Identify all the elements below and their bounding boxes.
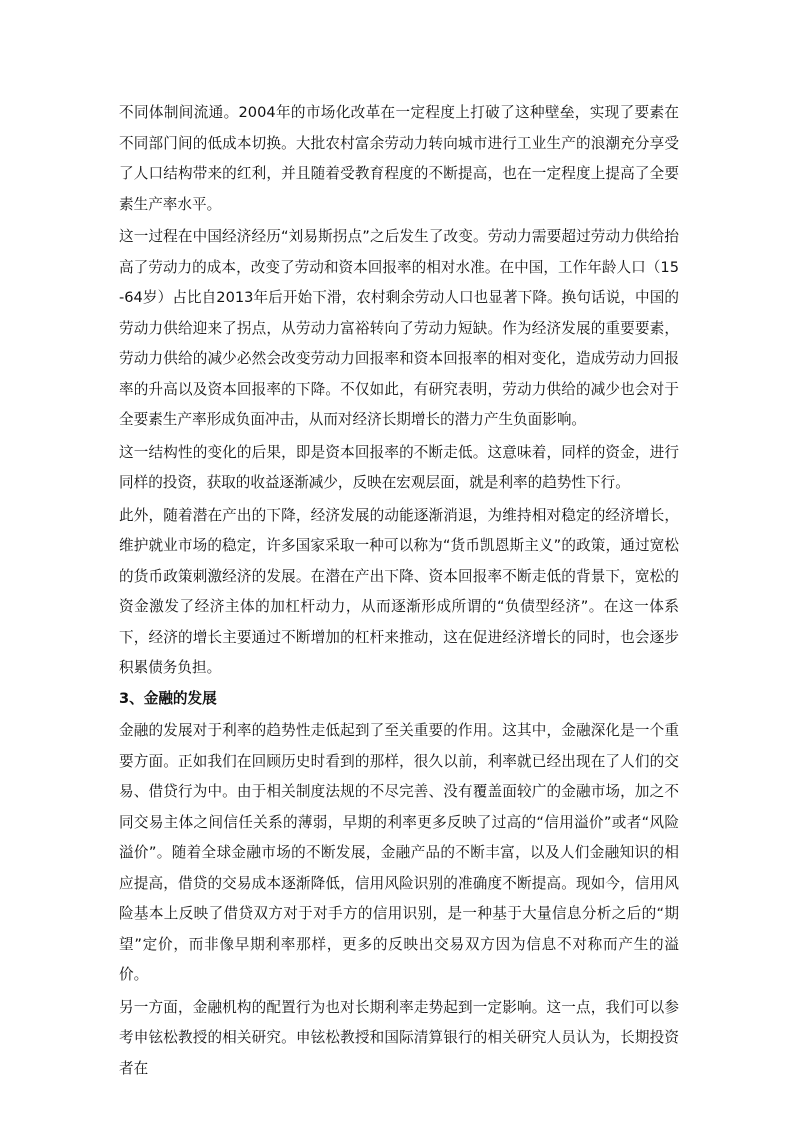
paragraph-4: 此外，随着潜在产出的下降，经济发展的动能逐渐消退，为维持相对稳定的经济增长，维护就业市场的稳定，许多国家采取一种可以称为“货币凯恩斯主义”的政策，通过宽松的货币政策刺激经济的发展。在潜在产出下降、资本回报率不断走低的背景下，宽松的资金激发了经济主体的加杠杆动力，从而逐渐形成所谓的“负债型经济”。在这一体系下，经济的增长主要通过不断增加的杠杆来推动，这在促进经济增长的同时，也会逐步积累债务负担。 (119, 506, 679, 676)
paragraph-2: 这一过程在中国经济经历“刘易斯拐点”之后发生了改变。劳动力需要超过劳动力供给抬高了劳动力的成本，改变了劳动和资本回报率的相对水准。在中国，工作年龄人口（15-64岁）占比自2013年后开始下滑，农村剩余劳动人口也显著下降。换句话说，中国的劳动力供给迎来了拐点，从劳动力富裕转向了劳动力短缺。作为经济发展的重要要素，劳动力供给的减少必然会改变劳动力回报率和资本回报率的相对变化，造成劳动力回报率的升高以及资本回报率的下降。不仅如此，有研究表明，劳动力供给的减少也会对于全要素生产率形成负面冲击，从而对经济长期增长的潜力产生负面影响。 (119, 228, 679, 428)
document-body (119, 98, 679, 1084)
paragraph-5: 金融的发展对于利率的趋势性走低起到了至关重要的作用。这其中，金融深化是一个重要方面。正如我们在回顾历史时看到的那样，很久以前，利率就已经出现在了人们的交易、借贷行为中。由于相关制度法规的不尽完善、没有覆盖面较广的金融市场，加之不同交易主体之间信任关系的薄弱，早期的利率更多反映了过高的“信用溢价”或者“风险溢价”。随着全球金融市场的不断发展，金融产品的不断丰富，以及人们金融知识的相应提高，借贷的交易成本逐渐降低，信用风险识别的准确度不断提高。现如今，信用风险基本上反映了借贷双方对于对手方的信用识别，是一种基于大量信息分析之后的“期望”定价，而非像早期利率那样，更多的反映出交易双方因为信息不对称而产生的溢价。 (119, 722, 679, 983)
paragraph-6: 另一方面，金融机构的配置行为也对长期利率走势起到一定影响。这一点，我们可以参考申铉松教授的相关研究。申铉松教授和国际清算银行的相关研究人员认为，长期投资者在 (119, 998, 679, 1077)
section-heading: 3、金融的发展 (119, 689, 217, 707)
paragraph-3: 这一结构性的变化的后果，即是资本回报率的不断走低。这意味着，同样的资金，进行同样的投资，获取的收益逐渐减少，反映在宏观层面，就是利率的趋势性下行。 (119, 443, 679, 491)
paragraph-1: 不同体制间流通。2004年的市场化改革在一定程度上打破了这种壁垒，实现了要素在不同部门间的低成本切换。大批农村富余劳动力转向城市进行工业生产的浪潮充分享受了人口结构带来的红利，并且随着受教育程度的不断提高，也在一定程度上提高了全要素生产率水平。 (119, 104, 679, 213)
